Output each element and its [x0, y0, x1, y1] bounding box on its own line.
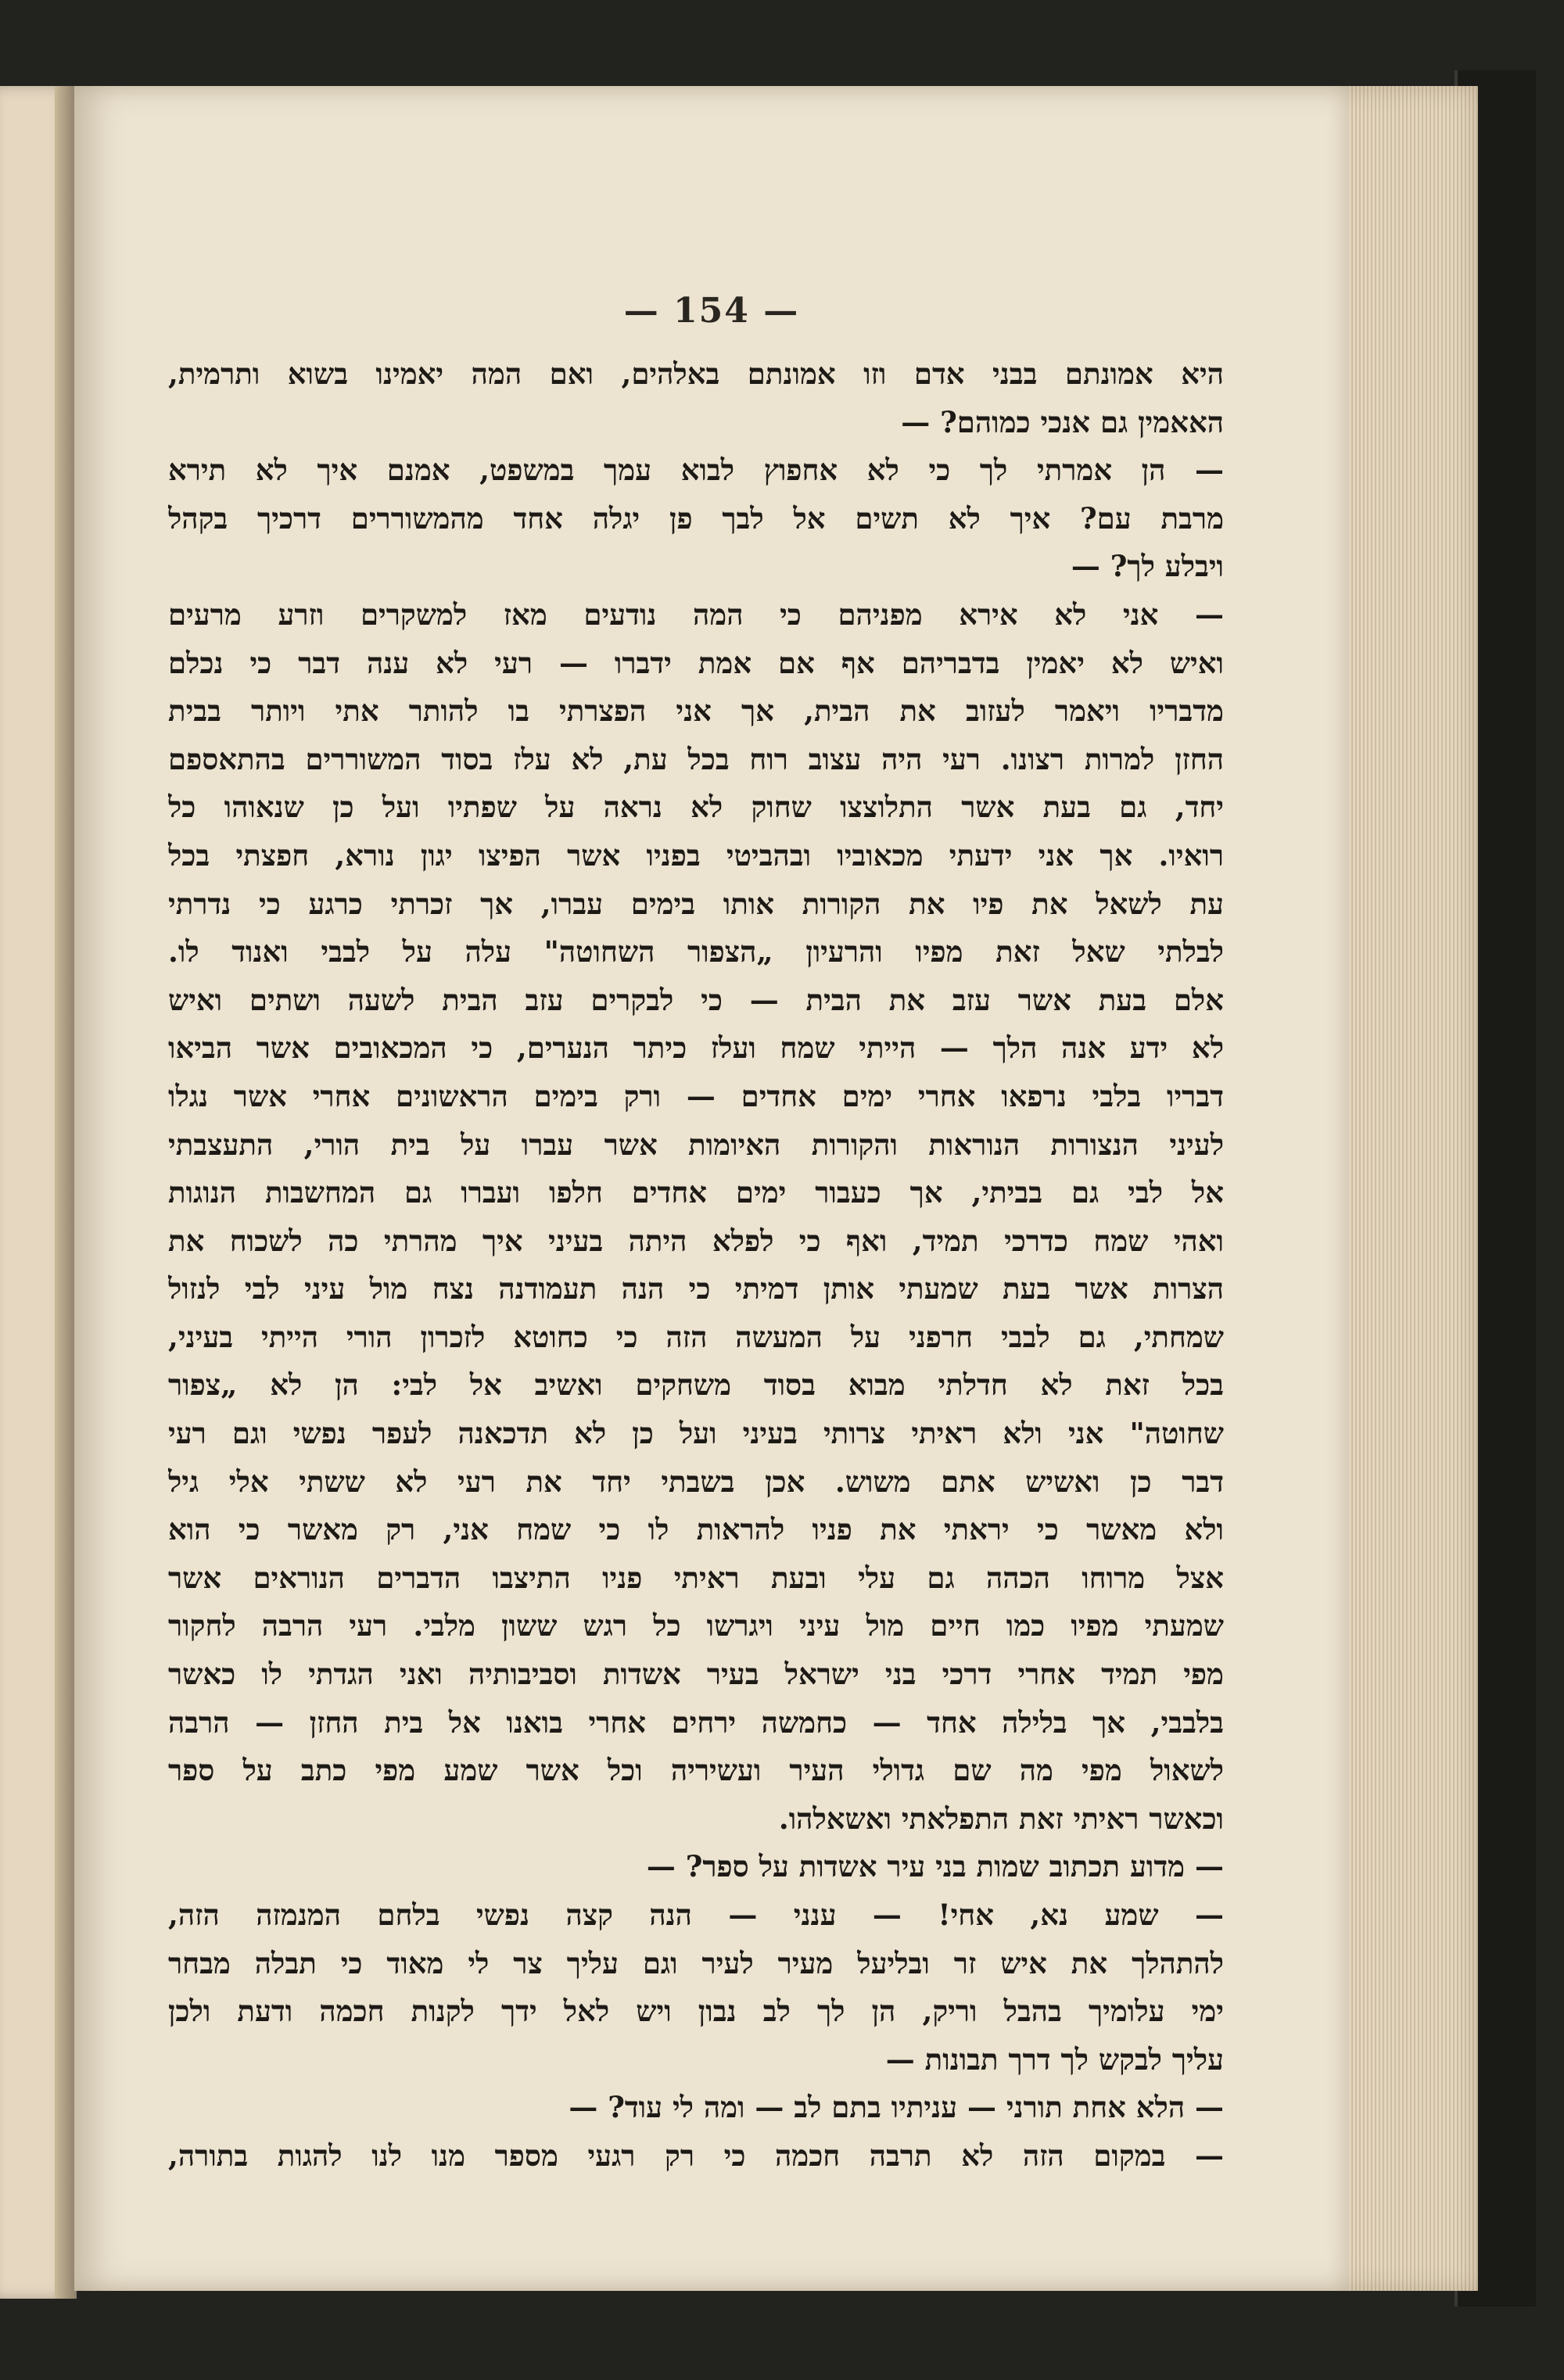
text-line: להתהלך את איש זר ובליעל מעיר לעיר וגם עליך צר לי מאוד כי תבלה מבחר [168, 1945, 1224, 1980]
text-line: בכל זאת לא חדלתי מבוא בסוד משחקים ואשיב אל לבי: הן לא „צפור [168, 1367, 1224, 1403]
text-line: — הן אמרתי לך כי לא אחפוץ לבוא עמך במשפט, אמנם איך לא תירא [168, 453, 1224, 488]
page-number: — 154 — [623, 291, 800, 331]
text-line: ואיש לא יאמין בדבריהם אף אם אמת ידברו — רעי לא ענה דבר כי נכלם [168, 645, 1224, 680]
text-line: לעיני הנצורות הנוראות והקורות האיומות אשר עברו על בית הורי, התעצבתי [168, 1127, 1224, 1162]
book-page [74, 86, 1349, 2291]
body-text [168, 350, 1224, 2181]
text-line: ימי עלומיך בהבל וריק, הן לך לב נבון ויש לאל ידך לקנות חכמה ודעת ולכן [168, 1994, 1224, 2029]
text-line: דבריו בלבי נרפאו אחרי ימים אחדים — ורק בימים הראשונים אחרי אשר נגלו [168, 1078, 1224, 1113]
text-line: אל לבי גם בביתי, אך כעבור ימים אחדים חלפו ועברו גם המחשבות הנוגות [168, 1175, 1224, 1210]
text-line: אלם בעת אשר עזב את הבית — כי לבקרים עזב הבית לשעה ושתים ואיש [168, 982, 1224, 1017]
text-line: ואהי שמח כדרכי תמיד, ואף כי לפלא היתה בעיני איך מהרתי כה לשכוח את [168, 1223, 1224, 1258]
book-gutter [55, 86, 77, 2299]
text-line: — הלא אחת תורני — עניתיו בתם לב — ומה לי עוד? — [569, 2090, 1224, 2125]
text-line: מדבריו ויאמר לעזוב את הבית, אך אני הפצרתי בו להותר אתי ויותר בבית [168, 694, 1224, 729]
text-line: רואיו. אך אני ידעתי מכאוביו ובהביטי בפניו אשר הפיצו יגון נורא, חפצתי בכל [168, 837, 1224, 873]
text-line: שמחתי, גם לבבי חרפני על המעשה הזה כי כחוטא לזכרון הורי הייתי בעיני, [168, 1319, 1224, 1354]
page-stack-edge [1329, 86, 1478, 2291]
text-line: ויבלע לך? — [1071, 549, 1224, 584]
text-line: דבר כן ואשיש אתם משוש. אכן בשבתי יחד את רעי לא ששתי אלי גיל [168, 1464, 1224, 1499]
text-line: לשאול מפי מה שם גדולי העיר ועשיריה וכל אשר שמע מפי כתב על ספר [168, 1753, 1224, 1788]
text-line: הצרות אשר בעת שמעתי אותן דמיתי כי הנה תעמודנה נצח מול עיני לבי לנזול [168, 1271, 1224, 1306]
text-line: — אני לא אירא מפניהם כי המה נודעים מאז למשקרים וזרע מרעים [168, 597, 1224, 632]
text-line: מרבת עם? איך לא תשים אל לבך פן יגלה אחד מהמשוררים דרכיך בקהל [168, 500, 1224, 536]
text-line: — שמע נא, אחי! — ענני — הנה קצה נפשי בלחם המנמזה הזה, [168, 1898, 1224, 1932]
text-line: החזן למרות רצונו. רעי היה עצוב רוח בכל עת, לא עלז בסוד המשוררים בהתאספם [168, 741, 1224, 776]
text-line: יחד, גם בעת אשר התלוצצו שחוק לא נראה על שפתיו ועל כן שנאוהו כל [168, 790, 1224, 825]
text-line: וכאשר ראיתי זאת התפלאתי ואשאלהו. [778, 1801, 1224, 1836]
text-line: לבלתי שאל זאת מפיו והרעיון „הצפור השחוטה" עלה על לבבי ואנוד לו. [168, 934, 1224, 970]
text-line: ולא מאשר כי יראתי את פניו להראות לו כי שמח אני, רק מאשר כי הוא [168, 1512, 1224, 1547]
text-line: — מדוע תכתוב שמות בני עיר אשדות על ספר? — [646, 1849, 1224, 1884]
text-line: עליך לבקש לך דרך תבונות — [885, 2041, 1224, 2077]
text-line: — במקום הזה לא תרבה חכמה כי רק רגעי מספר מנו לנו להגות בתורה, [168, 2138, 1224, 2173]
text-line: שחוטה" אני ולא ראיתי צרותי בעיני ועל כן לא תדכאנה לעפר נפשי וגם רעי [168, 1416, 1224, 1451]
text-line: היא אמונתם בבני אדם וזו אמונתם באלהים, ואם המה יאמינו בשוא ותרמית, [168, 357, 1224, 391]
text-line: אצל מרוחו הכהה גם עלי ובעת ראיתי פניו התיצבו הדברים הנוראים אשר [168, 1560, 1224, 1595]
text-line: האאמין גם אנכי כמוהם? — [901, 404, 1224, 439]
text-line: מפי תמיד אחרי דרכי בני ישראל בעיר אשדות וסביבותיה ואני הגדתי לו כאשר [168, 1657, 1224, 1692]
text-line: לא ידע אנה הלך — הייתי שמח ועלז כיתר הנערים, כי המכאובים אשר הביאו [168, 1030, 1224, 1066]
text-line: שמעתי מפיו כמו חיים מול עיני ויגרשו כל רגש ששון מלבי. רעי הרבה לחקור [168, 1608, 1224, 1643]
text-line: בלבבי, אך בלילה אחד — כחמשה ירחים אחרי בואנו אל בית החזן — הרבה [168, 1704, 1224, 1740]
text-line: עת לשאל את פיו את הקורות אותו בימים עברו, אך זכרתי כרגע כי נדרתי [168, 886, 1224, 921]
